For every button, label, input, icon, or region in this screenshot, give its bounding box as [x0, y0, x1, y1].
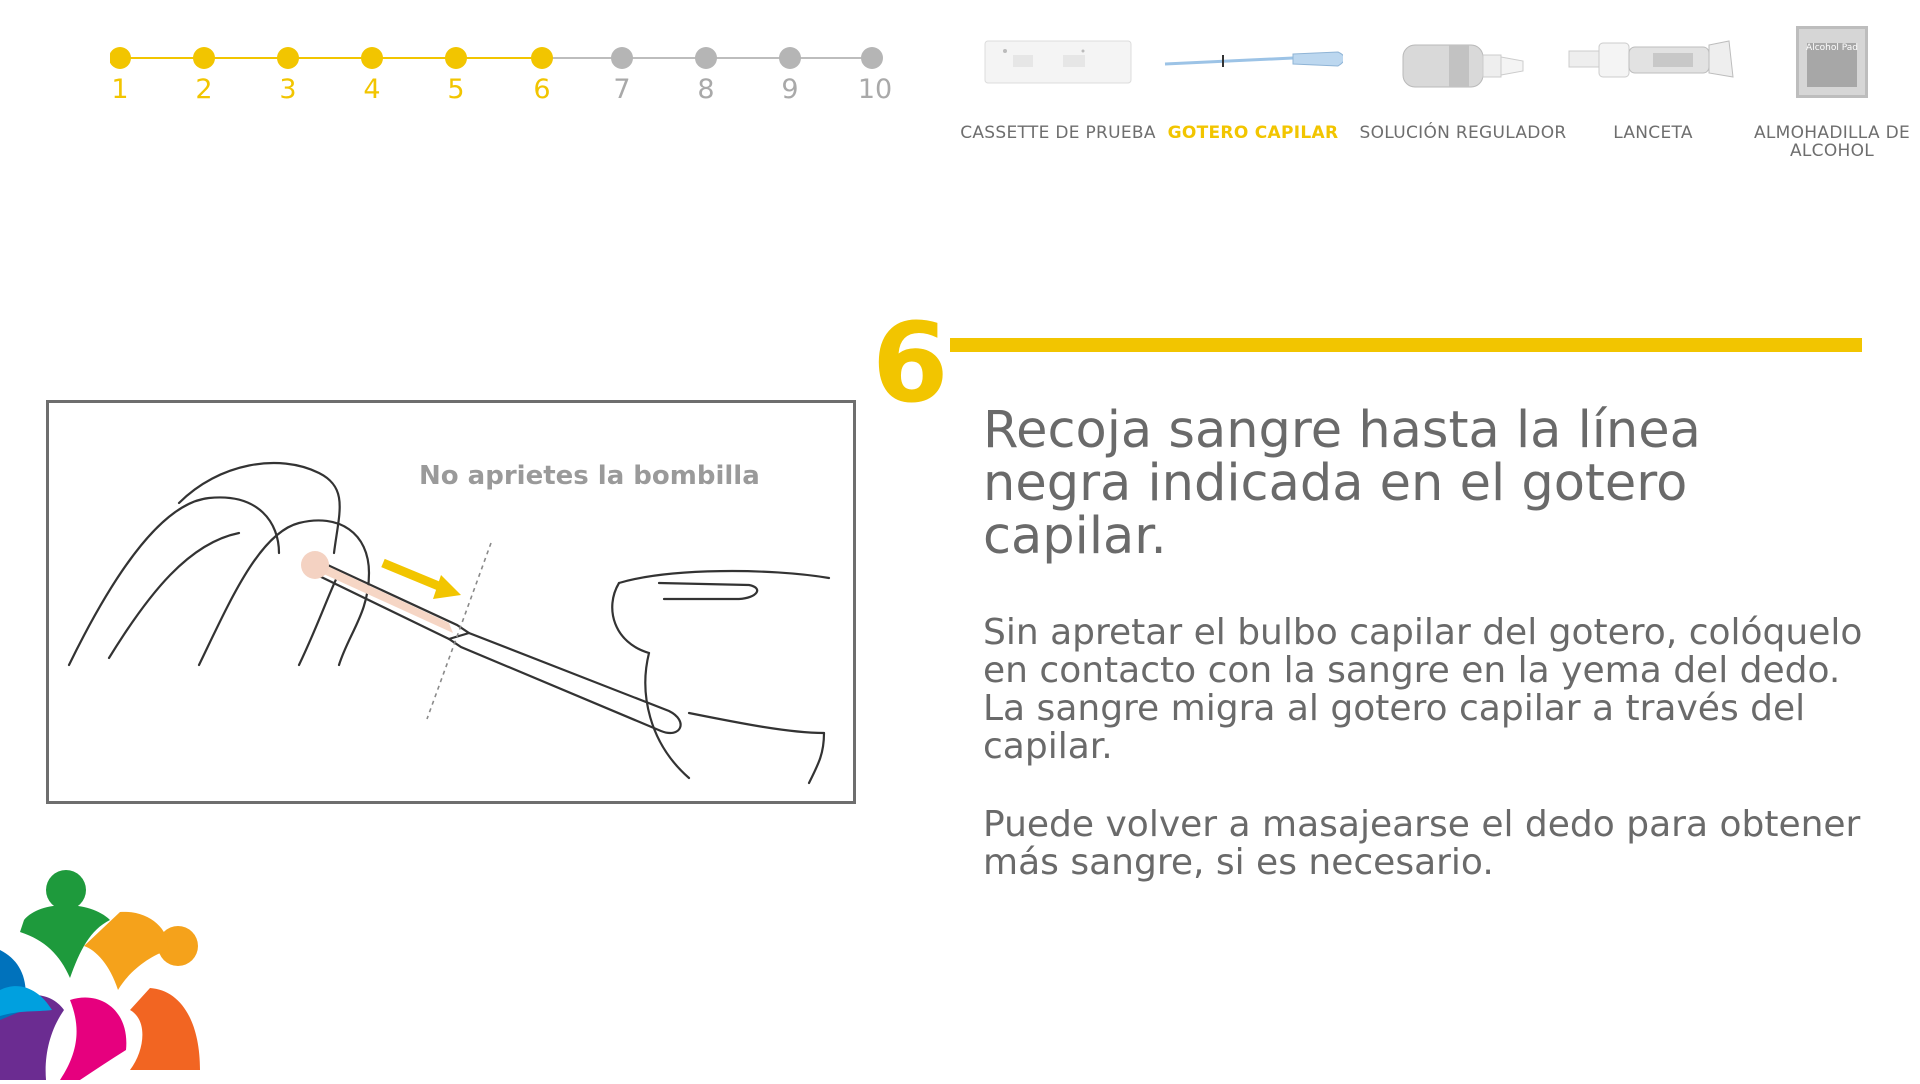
step-1: 1 [111, 74, 129, 105]
alcohol-pad-print: Alcohol Pad [1806, 43, 1858, 53]
instruction-illustration [46, 400, 856, 804]
step-3: 3 [279, 74, 297, 105]
step-6: 6 [533, 74, 551, 105]
progress-stepper [110, 44, 893, 114]
step-title: Recoja sangre hasta la línea negra indicada en el gotero capilar. [983, 401, 1701, 566]
step-2: 2 [195, 74, 213, 105]
test-cassette-icon [983, 37, 1133, 87]
step-7: 7 [613, 74, 631, 105]
brand-logo [0, 860, 220, 1080]
kit-label-dropper: GOTERO CAPILAR [1167, 123, 1339, 143]
kit-item-buffer [1359, 22, 1567, 162]
kit-label-buffer: SOLUCIÓN REGULADOR [1359, 123, 1567, 143]
step-4: 4 [363, 74, 381, 105]
step-paragraph-2: Puede volver a masajearse el dedo para obtener más sangre, si es necesario. [983, 804, 1861, 883]
capillary-dropper-icon [1163, 42, 1343, 82]
step-8: 8 [697, 74, 715, 105]
stepper-track [110, 44, 890, 74]
kit-label-alcohol-pad: ALMOHADILLA DE ALCOHOL [1753, 123, 1911, 161]
kit-label-cassette: CASSETTE DE PRUEBA [960, 123, 1156, 143]
kit-item-lancet [1563, 22, 1743, 162]
step-5: 5 [447, 74, 465, 105]
kit-item-dropper [1163, 22, 1343, 162]
lancet-icon [1563, 27, 1743, 97]
buffer-bottle-icon [1393, 27, 1533, 97]
step-paragraph-1: Sin apretar el bulbo capilar del gotero, colóquelo en contacto con la sangre en la yema del dedo. La sangre migra al gotero capilar a través del capilar. [983, 612, 1863, 767]
step-number: 6 [872, 299, 949, 427]
kit-item-cassette [960, 22, 1156, 162]
step-9: 9 [781, 74, 799, 105]
people-circle-logo-icon [0, 860, 220, 1080]
illustration-caption: No aprietes la bombilla [419, 461, 760, 491]
step-10: 10 [857, 74, 893, 105]
kit-item-alcohol-pad [1742, 22, 1920, 162]
kit-label-lancet: LANCETA [1613, 123, 1693, 143]
alcohol-pad-icon [1796, 26, 1868, 98]
step-divider [950, 338, 1862, 352]
